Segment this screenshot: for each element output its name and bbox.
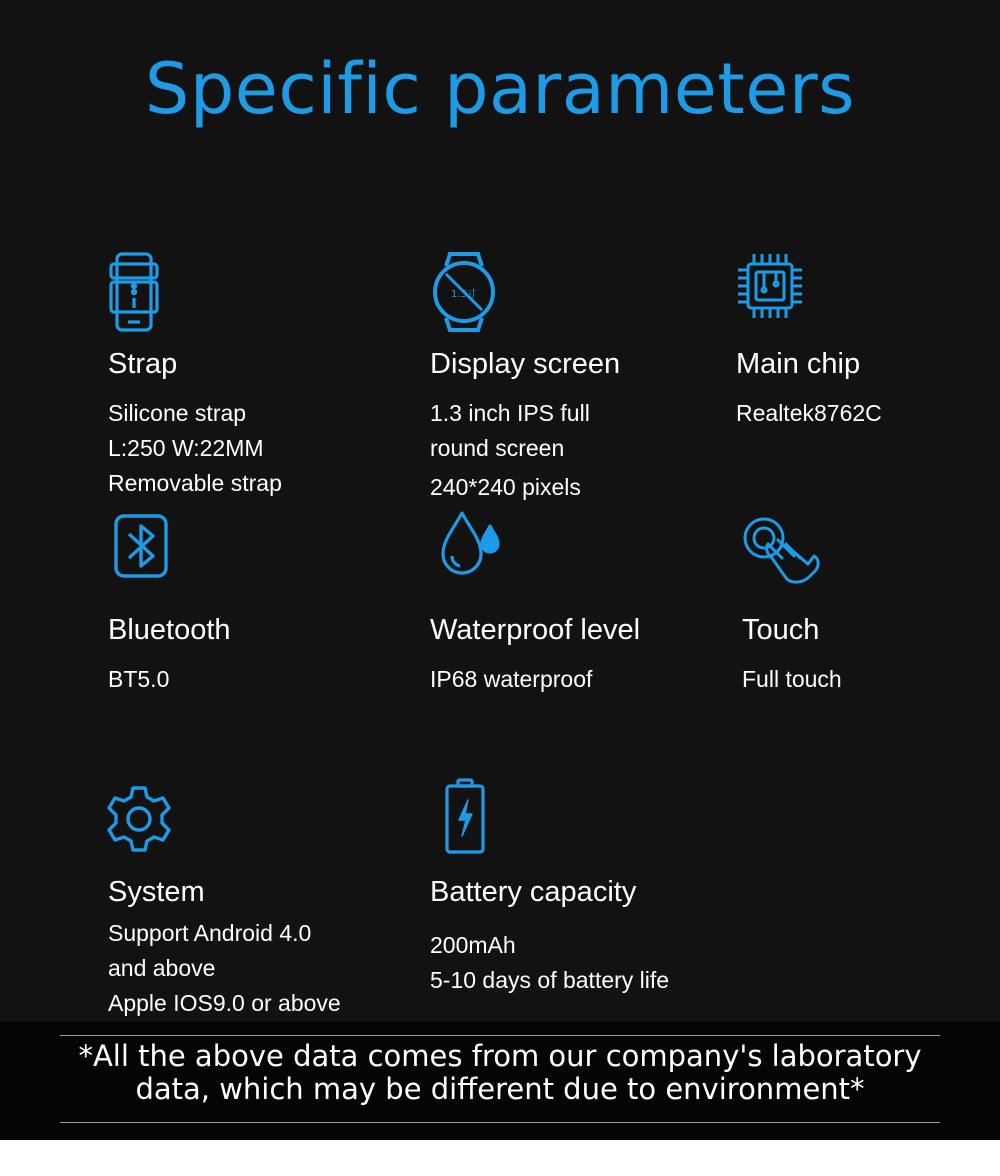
spec-value: Realtek8762C: [736, 400, 882, 426]
spec-value: Silicone strap: [108, 400, 247, 426]
spec-value: BT5.0: [108, 666, 170, 692]
spec-label: Strap: [108, 348, 178, 380]
spec-value-lines: [430, 396, 590, 505]
spec-value: round screen: [430, 435, 565, 461]
spec-value-lines: [430, 662, 592, 697]
water-drops-icon: [440, 510, 504, 578]
spec-label: Battery capacity: [430, 876, 637, 908]
spec-value-lines: [108, 916, 341, 1021]
spec-value: 200mAh: [430, 932, 516, 958]
disclaimer-line: *All the above data comes from our company's laboratory: [78, 1039, 922, 1073]
spec-value: IP68 waterproof: [430, 666, 593, 692]
spec-value: and above: [108, 955, 216, 981]
gear-icon: [104, 784, 174, 854]
spec-value: Removable strap: [108, 470, 282, 496]
spec-label: Main chip: [736, 348, 861, 380]
spec-label: Display screen: [430, 348, 621, 380]
watch-face-size-text: 1.3寸: [451, 289, 477, 300]
spec-value-lines: [736, 396, 882, 431]
footer-bottom-divider: [60, 1122, 940, 1123]
battery-icon: [444, 778, 488, 854]
watch-strap-icon: [108, 252, 160, 332]
spec-label: System: [108, 876, 205, 908]
footer-top-divider: [60, 1035, 940, 1036]
footer-disclaimer: [0, 1040, 1000, 1106]
page-title: Specific parameters: [144, 48, 856, 130]
chip-icon: [736, 252, 804, 320]
spec-value-lines: [108, 662, 169, 697]
touch-hand-icon: [742, 516, 822, 586]
spec-value: 1.3 inch IPS full: [430, 400, 590, 426]
disclaimer-line: data, which may be different due to environment*: [135, 1072, 865, 1106]
spec-value: Support Android 4.0: [108, 920, 312, 946]
round-watch-face-icon: [430, 252, 498, 332]
spec-label: Waterproof level: [430, 614, 641, 646]
spec-value: Full touch: [742, 666, 842, 692]
spec-label: Bluetooth: [108, 614, 231, 646]
spec-value: 5-10 days of battery life: [430, 967, 670, 993]
spec-label: Touch: [742, 614, 820, 646]
spec-value-lines: [742, 662, 842, 697]
spec-value: 240*240 pixels: [430, 474, 581, 500]
spec-value: Apple IOS9.0 or above: [108, 990, 341, 1016]
spec-value-lines: [430, 928, 669, 998]
spec-value: L:250 W:22MM: [108, 435, 264, 461]
bluetooth-icon: [114, 514, 168, 578]
spec-value-lines: [108, 396, 282, 501]
